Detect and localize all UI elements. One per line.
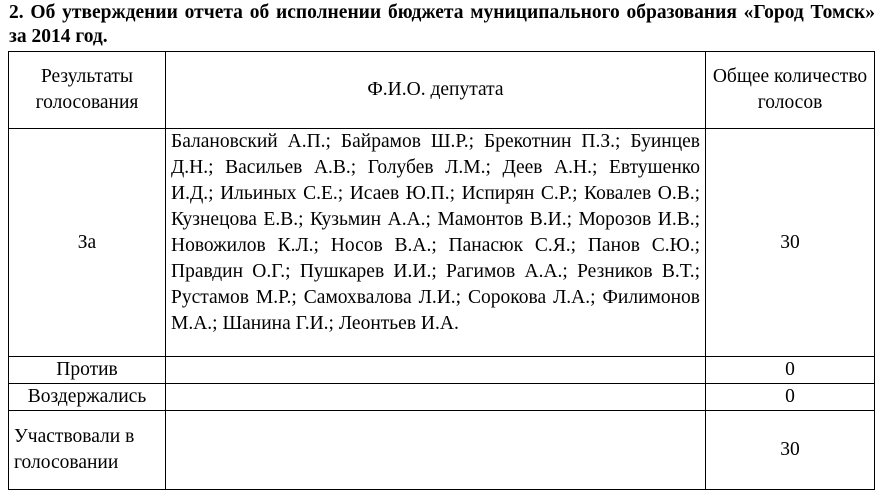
deputies-list-uchastvovali bbox=[166, 411, 706, 490]
table-row-za bbox=[9, 129, 875, 357]
table-row-uchastvovali bbox=[9, 411, 875, 490]
result-label-protiv: Против bbox=[9, 357, 166, 384]
vote-count-vozderzhalis: 0 bbox=[706, 384, 875, 411]
table-row-vozderzhalis bbox=[9, 384, 875, 411]
vote-count-za: 30 bbox=[706, 129, 875, 357]
vote-count-uchastvovali: 30 bbox=[706, 411, 875, 490]
result-label-uchastvovali: Участвовали в голосовании bbox=[9, 411, 166, 490]
section-title: 2. Об утверждении отчета об исполнении бюджета муниципального образования «Город Томск» за 2014 год. bbox=[9, 2, 875, 47]
vote-count-protiv: 0 bbox=[706, 357, 875, 384]
header-deputy-name: Ф.И.О. депутата bbox=[166, 52, 706, 129]
result-label-za: За bbox=[9, 129, 166, 357]
voting-results-table bbox=[8, 51, 875, 490]
deputies-list-za: Балановский А.П.; Байрамов Ш.Р.; Брекотнин П.З.; Буинцев Д.Н.; Васильев А.В.; Голубев Л.М.; Деев А.Н.; Евтушенко И.Д.; Ильиных С.Е.; Исаев Ю.П.; Испирян С.Р.; Ковалев О.В.; Кузнецова Е.В.; Кузьмин А.А.; Мамонтов В.И.; Морозов И.В.; Новожилов К.Л.; Носов В.А.; Панасюк С.Я.; Панов С.Ю.; Правдин О.Г.; Пушкарев И.И.; Рагимов А.А.; Резников В.Т.; Рустамов М.Р.; Самохвалова Л.И.; Сорокова Л.А.; Филимонов М.А.; Шанина Г.И.; Леонтьев И.А. bbox=[166, 129, 706, 357]
header-total-votes: Общее количество голосов bbox=[706, 52, 875, 129]
table-row-protiv bbox=[9, 357, 875, 384]
deputies-list-vozderzhalis bbox=[166, 384, 706, 411]
table-header-row bbox=[9, 52, 875, 129]
header-voting-results: Результаты голосования bbox=[9, 52, 166, 129]
result-label-vozderzhalis: Воздержались bbox=[9, 384, 166, 411]
deputies-list-protiv bbox=[166, 357, 706, 384]
